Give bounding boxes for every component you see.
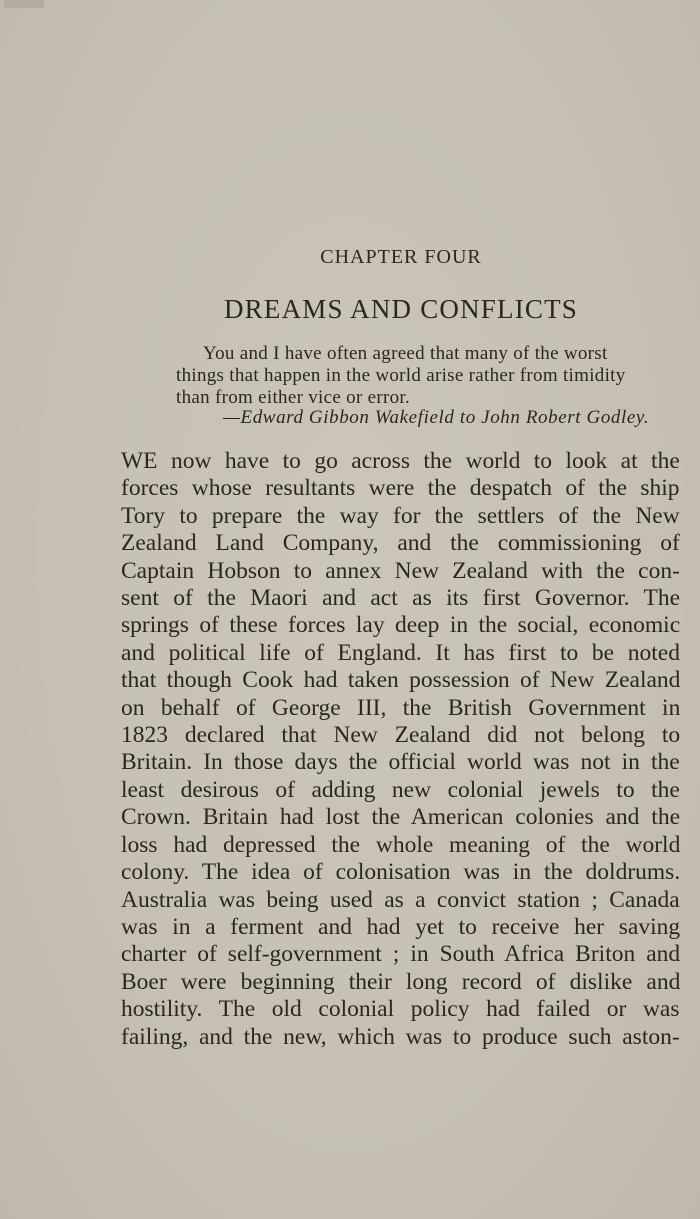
body-line: forces whose resultants were the despatch of the ship: [121, 475, 680, 502]
body-line: least desirous of adding new colonial jewels to the: [121, 776, 680, 803]
body-line: failing, and the new, which was to produce such aston-: [121, 1023, 680, 1050]
chapter-title: DREAMS AND CONFLICTS: [223, 294, 579, 324]
body-line: Boer were beginning their long record of dislike and: [121, 968, 681, 995]
body-line: Britain. In those days the official world was not in the: [121, 749, 680, 776]
body-line: WE now have to go across the world to look at the: [121, 448, 680, 474]
body-line: colony. The idea of colonisation was in the doldrums.: [121, 859, 681, 886]
epigraph-line: than from either vice or error.: [176, 387, 411, 408]
page-corner-mark: [4, 0, 44, 8]
body-line: springs of these forces lay deep in the social, economic: [121, 612, 681, 639]
body-line: that though Cook had taken possession of New Zealand: [121, 667, 681, 694]
body-line: hostility. The old colonial policy had failed or was: [121, 996, 680, 1023]
body-line: and political life of England. It has first to be noted: [121, 639, 680, 666]
body-line: charter of self-government ; in South Africa Briton and: [121, 941, 681, 968]
body-line: was in a ferment and had yet to receive her saving: [121, 913, 681, 940]
body-line: Captain Hobson to annex New Zealand with the con-: [121, 557, 680, 584]
body-paragraph: [121, 448, 680, 1051]
epigraph-line: things that happen in the world arise rather from timidity: [176, 365, 626, 386]
body-line: on behalf of George III, the British Government in: [121, 694, 681, 721]
epigraph-attribution: —Edward Gibbon Wakefield to John Robert Godley.: [223, 407, 650, 428]
chapter-label: CHAPTER FOUR: [320, 246, 482, 268]
body-line: sent of the Maori and act as its first Governor. The: [121, 585, 681, 612]
body-line: Zealand Land Company, and the commissioning of: [121, 530, 680, 557]
body-line: Crown. Britain had lost the American colonies and the: [121, 804, 681, 831]
epigraph: [176, 343, 646, 409]
body-line: 1823 declared that New Zealand did not belong to: [121, 722, 681, 749]
body-line: Australia was being used as a convict station ; Canada: [121, 886, 680, 913]
body-line: Tory to prepare the way for the settlers of the New: [121, 502, 680, 529]
epigraph-line: You and I have often agreed that many of the worst: [203, 343, 608, 364]
body-line: loss had depressed the whole meaning of the world: [121, 831, 681, 858]
